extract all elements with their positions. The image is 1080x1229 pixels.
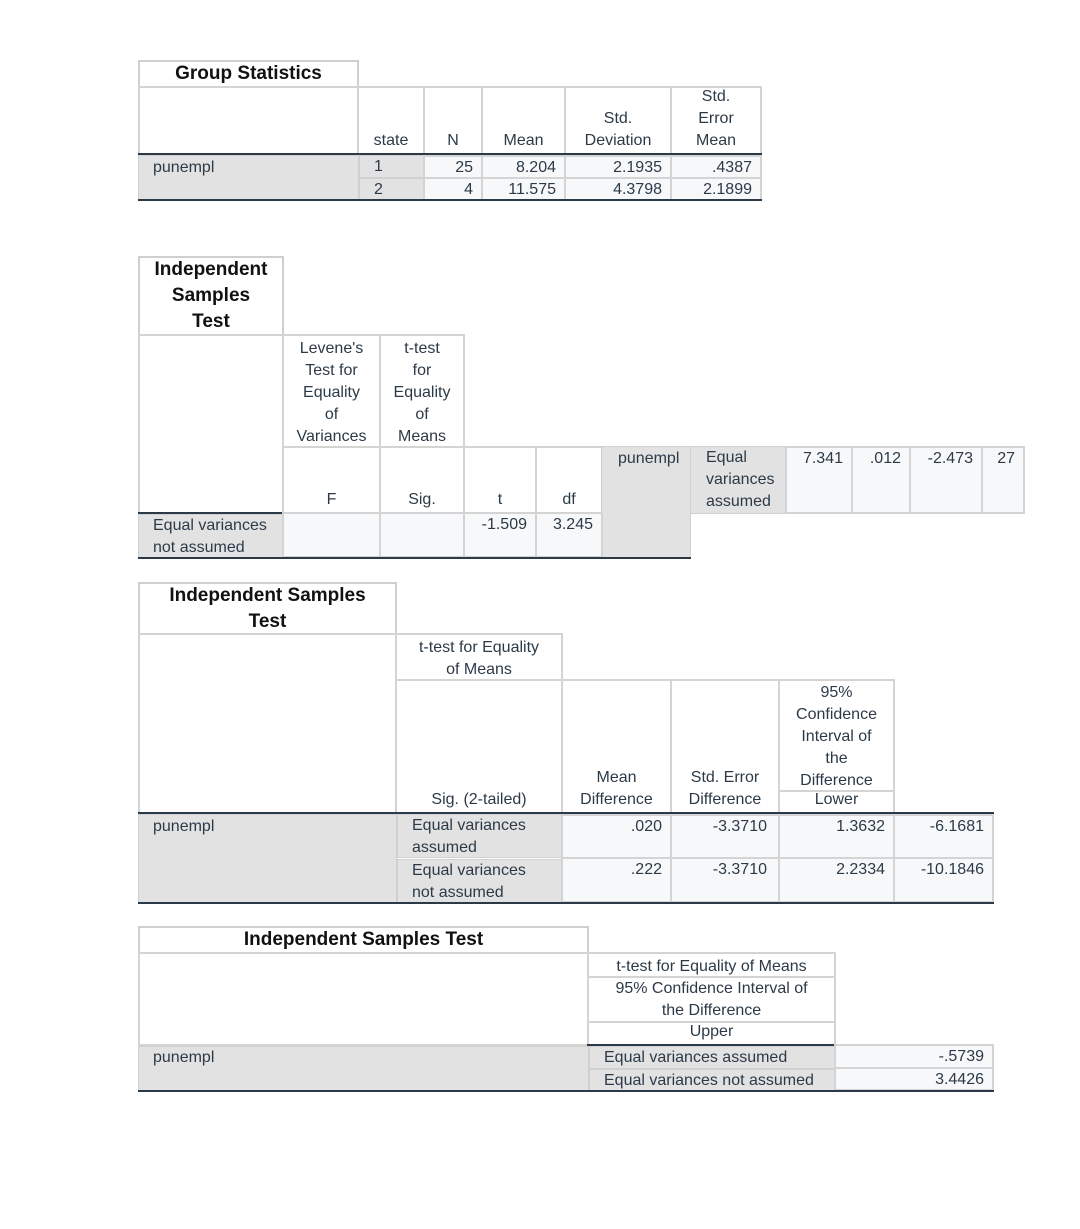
t4-header-group: t-test for Equality of Means — [587, 952, 836, 978]
t3-row-2-md: -3.3710 — [670, 857, 780, 903]
t3-title: Independent Samples Test — [138, 582, 397, 635]
t1-mean-2: 11.575 — [481, 177, 566, 201]
t2-assumed-t: -2.473 — [909, 446, 983, 514]
t2-bottom-rule — [138, 557, 691, 559]
t2-header-t: t — [463, 446, 537, 514]
t2-assumed-label: Equal variances assumed — [690, 446, 787, 514]
t1-n-2: 4 — [423, 177, 483, 201]
t3-bottom-rule — [138, 902, 994, 904]
t3-header-sig: Sig. (2-tailed) — [395, 679, 563, 814]
t4-row-1-label: Equal variances assumed — [589, 1046, 836, 1069]
t1-header-n: N — [423, 86, 483, 155]
t3-row-1-label: Equal variances assumed — [397, 814, 563, 858]
t4-row-label: punempl — [138, 1046, 589, 1091]
t1-row-label: punempl — [138, 155, 359, 200]
t2-assumed-sig: .012 — [851, 446, 911, 514]
t4-header-blank — [138, 952, 589, 1046]
t3-header-ci-lower: Lower — [778, 790, 895, 814]
t1-state-2: 2 — [359, 178, 425, 200]
t1-header-std-deviation: Std. Deviation — [564, 86, 672, 155]
t3-row-2-se: 2.2334 — [778, 857, 895, 903]
t2-header-levene: Levene's Test for Equality of Variances — [282, 334, 381, 448]
t4-row-1-upper: -.5739 — [834, 1044, 994, 1069]
t2-not-assumed-t: -1.509 — [463, 512, 537, 558]
t3-header-se-diff: Std. Error Difference — [670, 679, 780, 814]
t3-header-ci: 95% Confidence Interval of the Difference — [778, 679, 895, 792]
t1-sd-2: 4.3798 — [564, 177, 672, 201]
t4-row-2-label: Equal variances not assumed — [589, 1069, 836, 1091]
group-statistics-title: Group Statistics — [138, 60, 359, 88]
t4-bottom-rule — [138, 1090, 994, 1092]
t3-header-blank — [138, 633, 397, 814]
t1-mean-1: 8.204 — [481, 155, 566, 179]
t2-row-label: punempl — [601, 446, 691, 558]
t4-title: Independent Samples Test — [138, 926, 589, 954]
t2-not-assumed-label: Equal variances not assumed — [138, 514, 284, 558]
t2-not-assumed-df: 3.245 — [535, 512, 603, 558]
t3-row-1-lower: -6.1681 — [893, 814, 994, 859]
t4-row-2-upper: 3.4426 — [834, 1067, 994, 1091]
t3-row-1-md: -3.3710 — [670, 814, 780, 859]
t3-row-1-se: 1.3632 — [778, 814, 895, 859]
t2-title: Independent Samples Test — [138, 256, 284, 336]
t2-header-sig: Sig. — [379, 446, 465, 514]
t1-state-1: 1 — [359, 155, 425, 178]
t1-bottom-rule — [138, 199, 762, 201]
t2-assumed-df: 27 — [981, 446, 1025, 514]
t3-header-group: t-test for Equality of Means — [395, 633, 563, 681]
t4-header-ci: 95% Confidence Interval of the Difference — [587, 976, 836, 1023]
t1-se-2: 2.1899 — [670, 177, 762, 201]
t2-not-assumed-sig — [379, 512, 465, 558]
t1-se-1: .4387 — [670, 155, 762, 179]
t4-header-upper: Upper — [587, 1021, 836, 1046]
t2-header-blank — [138, 334, 284, 514]
t2-header-ttest: t-test for Equality of Means — [379, 334, 465, 448]
t3-row-label: punempl — [138, 814, 397, 903]
t2-header-df: df — [535, 446, 603, 514]
t1-header-state: state — [357, 86, 425, 155]
t1-n-1: 25 — [423, 155, 483, 179]
t3-row-2-sig: .222 — [561, 857, 672, 903]
t1-header-blank — [138, 86, 359, 155]
t2-header-f: F — [282, 446, 381, 514]
t3-row-2-label: Equal variances not assumed — [397, 859, 563, 903]
t2-assumed-f: 7.341 — [785, 446, 853, 514]
t1-header-std-error-mean: Std. Error Mean — [670, 86, 762, 155]
t1-header-mean: Mean — [481, 86, 566, 155]
t3-row-2-lower: -10.1846 — [893, 857, 994, 903]
t1-sd-1: 2.1935 — [564, 155, 672, 179]
t3-header-mean-diff: Mean Difference — [561, 679, 672, 814]
t3-row-1-sig: .020 — [561, 814, 672, 859]
t2-not-assumed-f — [282, 512, 381, 558]
